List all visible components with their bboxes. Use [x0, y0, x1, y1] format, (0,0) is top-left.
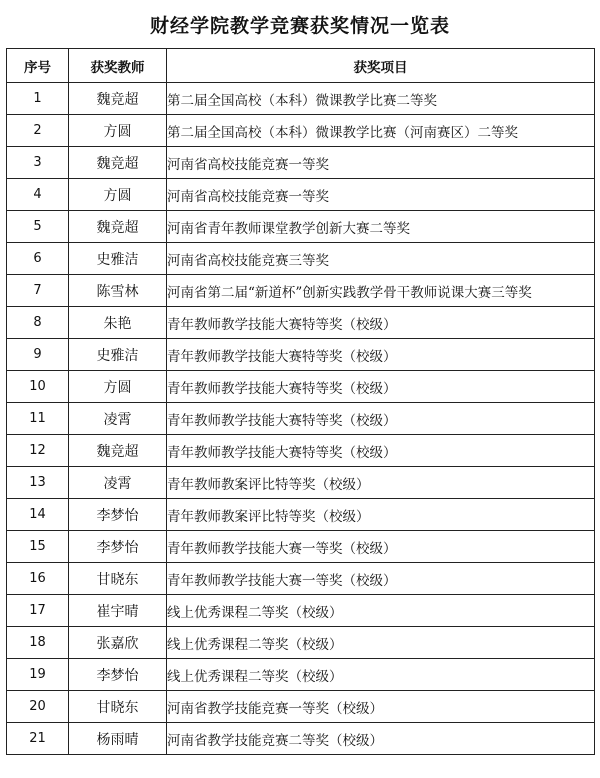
cell-index: 9 [7, 339, 69, 371]
cell-teacher: 方圆 [69, 371, 167, 403]
cell-teacher: 李梦怡 [69, 531, 167, 563]
cell-teacher: 魏竞超 [69, 435, 167, 467]
cell-teacher: 凌霄 [69, 467, 167, 499]
page-title: 财经学院教学竞赛获奖情况一览表 [149, 15, 450, 37]
cell-index: 1 [7, 83, 69, 115]
table-body [7, 83, 595, 755]
cell-index: 6 [7, 243, 69, 275]
table-row [7, 723, 595, 755]
cell-index: 18 [7, 627, 69, 659]
cell-teacher: 张嘉欣 [69, 627, 167, 659]
cell-project: 河南省教学技能竞赛二等奖（校级） [167, 723, 595, 755]
cell-project: 青年教师教学技能大赛特等奖（校级） [167, 435, 595, 467]
cell-index: 12 [7, 435, 69, 467]
cell-project: 第二届全国高校（本科）微课教学比赛（河南赛区）二等奖 [167, 115, 595, 147]
cell-project: 青年教师教案评比特等奖（校级） [167, 467, 595, 499]
cell-index: 3 [7, 147, 69, 179]
cell-index: 21 [7, 723, 69, 755]
table-row [7, 339, 595, 371]
cell-teacher: 魏竞超 [69, 211, 167, 243]
header-teacher: 获奖教师 [69, 49, 167, 83]
table-row [7, 243, 595, 275]
cell-project: 线上优秀课程二等奖（校级） [167, 659, 595, 691]
cell-index: 16 [7, 563, 69, 595]
table-row [7, 691, 595, 723]
table-row [7, 371, 595, 403]
table-row [7, 499, 595, 531]
cell-teacher: 杨雨晴 [69, 723, 167, 755]
cell-project: 青年教师教学技能大赛特等奖（校级） [167, 339, 595, 371]
table-row [7, 211, 595, 243]
cell-project: 河南省教学技能竞赛一等奖（校级） [167, 691, 595, 723]
cell-index: 15 [7, 531, 69, 563]
cell-index: 7 [7, 275, 69, 307]
cell-teacher: 史雅洁 [69, 243, 167, 275]
table-row [7, 275, 595, 307]
cell-index: 10 [7, 371, 69, 403]
table-row [7, 307, 595, 339]
cell-teacher: 朱艳 [69, 307, 167, 339]
cell-project: 河南省青年教师课堂教学创新大赛二等奖 [167, 211, 595, 243]
cell-teacher: 李梦怡 [69, 499, 167, 531]
cell-project: 河南省高校技能竞赛一等奖 [167, 179, 595, 211]
awards-table [6, 48, 595, 755]
table-row [7, 179, 595, 211]
cell-teacher: 方圆 [69, 179, 167, 211]
cell-teacher: 凌霄 [69, 403, 167, 435]
table-row [7, 563, 595, 595]
cell-teacher: 崔宇晴 [69, 595, 167, 627]
cell-teacher: 史雅洁 [69, 339, 167, 371]
cell-index: 11 [7, 403, 69, 435]
table-row [7, 659, 595, 691]
header-index: 序号 [7, 49, 69, 83]
cell-project: 河南省高校技能竞赛三等奖 [167, 243, 595, 275]
cell-teacher: 甘晓东 [69, 563, 167, 595]
table-row [7, 627, 595, 659]
cell-index: 17 [7, 595, 69, 627]
cell-teacher: 方圆 [69, 115, 167, 147]
cell-project: 河南省高校技能竞赛一等奖 [167, 147, 595, 179]
cell-project: 河南省第二届“新道杯”创新实践教学骨干教师说课大赛三等奖 [167, 275, 595, 307]
cell-project: 线上优秀课程二等奖（校级） [167, 627, 595, 659]
table-row [7, 403, 595, 435]
cell-index: 5 [7, 211, 69, 243]
cell-index: 4 [7, 179, 69, 211]
cell-project: 第二届全国高校（本科）微课教学比赛二等奖 [167, 83, 595, 115]
cell-project: 青年教师教学技能大赛一等奖（校级） [167, 563, 595, 595]
cell-project: 青年教师教学技能大赛特等奖（校级） [167, 403, 595, 435]
table-row [7, 531, 595, 563]
cell-index: 2 [7, 115, 69, 147]
table-row [7, 435, 595, 467]
table-row [7, 115, 595, 147]
cell-teacher: 陈雪林 [69, 275, 167, 307]
cell-project: 线上优秀课程二等奖（校级） [167, 595, 595, 627]
cell-teacher: 魏竞超 [69, 83, 167, 115]
cell-index: 20 [7, 691, 69, 723]
cell-teacher: 李梦怡 [69, 659, 167, 691]
cell-index: 8 [7, 307, 69, 339]
cell-index: 13 [7, 467, 69, 499]
table-row [7, 83, 595, 115]
cell-project: 青年教师教学技能大赛一等奖（校级） [167, 531, 595, 563]
cell-index: 19 [7, 659, 69, 691]
cell-index: 14 [7, 499, 69, 531]
cell-teacher: 魏竞超 [69, 147, 167, 179]
table-header-row [7, 49, 595, 83]
cell-project: 青年教师教学技能大赛特等奖（校级） [167, 371, 595, 403]
header-project: 获奖项目 [167, 49, 595, 83]
cell-project: 青年教师教学技能大赛特等奖（校级） [167, 307, 595, 339]
table-row [7, 147, 595, 179]
table-row [7, 467, 595, 499]
cell-teacher: 甘晓东 [69, 691, 167, 723]
cell-project: 青年教师教案评比特等奖（校级） [167, 499, 595, 531]
table-row [7, 595, 595, 627]
